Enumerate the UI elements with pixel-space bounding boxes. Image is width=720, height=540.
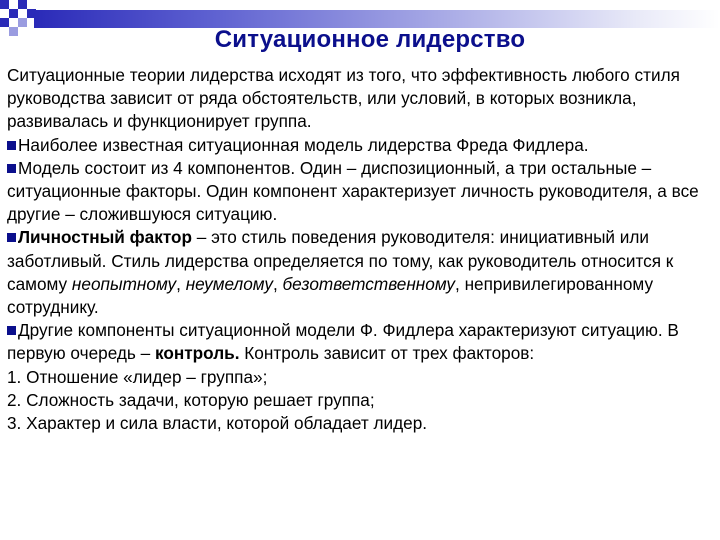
bullet-paragraph xyxy=(7,319,713,365)
bullet-text: – это стиль поведения руководителя: инициативный или заботливый. Стиль лидерства определяется по тому, как руководитель относится к самому xyxy=(7,227,674,294)
factor-item: 3. Характер и сила власти, которой обладает лидер. xyxy=(7,413,428,434)
bold-term: Личностный фактор xyxy=(18,227,193,248)
deco-square xyxy=(9,9,18,18)
square-bullet-icon xyxy=(7,233,16,242)
square-bullet-icon xyxy=(7,141,16,150)
slide-body xyxy=(7,64,713,435)
bold-term: контроль. xyxy=(154,343,240,364)
factor-item: 2. Сложность задачи, которую решает группа; xyxy=(7,389,375,410)
bullet-text: , непривилегированному сотруднику. xyxy=(7,273,654,318)
italic-term: неопытному xyxy=(71,273,177,294)
bullet-paragraph xyxy=(7,157,713,227)
slide-title: Ситуационное лидерство xyxy=(214,26,526,53)
separator-text: , xyxy=(176,273,186,294)
factor-item: 1. Отношение «лидер – группа»; xyxy=(7,366,268,387)
separator-text: , xyxy=(272,273,283,294)
square-bullet-icon xyxy=(7,164,16,173)
bullet-paragraph xyxy=(7,226,713,319)
italic-term: безответственному xyxy=(282,273,456,294)
bullet-text: Модель состоит из 4 компонентов. Один – диспозиционный, а три остальные – ситуационные факторы. Один компонент характеризует личность руководителя, а все другие – сложившуюся ситуацию. xyxy=(7,157,699,225)
bullet-paragraph xyxy=(7,134,713,157)
bullet-text: Наиболее известная ситуационная модель лидерства Фреда Фидлера. xyxy=(18,134,589,155)
italic-term: неумелому xyxy=(185,273,273,294)
deco-square xyxy=(0,0,9,9)
square-bullet-icon xyxy=(7,326,16,335)
bullet-text: Контроль зависит от трех факторов: xyxy=(239,343,535,364)
intro-paragraph: Ситуационные теории лидерства исходят из того, что эффективность любого стиля руководства зависит от ряда обстоятельств, или условий, в которых возникла, развивалась и функционирует группа. xyxy=(7,65,680,132)
bullet-text: Другие компоненты ситуационной модели Ф. Фидлера характеризуют ситуацию. В первую очередь – xyxy=(7,320,679,364)
deco-square xyxy=(18,0,27,9)
